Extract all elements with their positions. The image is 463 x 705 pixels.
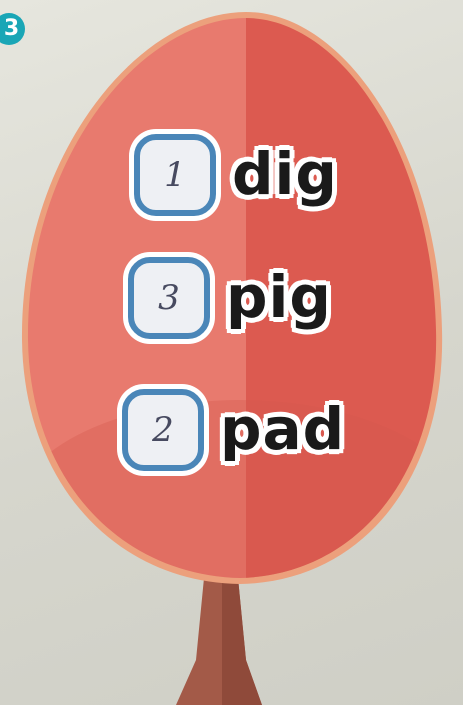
word-row-pad bbox=[122, 389, 362, 479]
word-label: dig bbox=[232, 140, 338, 208]
step-number-badge: 3 bbox=[0, 13, 25, 45]
answer-box[interactable] bbox=[134, 134, 216, 216]
handwritten-number: 1 bbox=[164, 155, 186, 195]
handwritten-number: 3 bbox=[158, 278, 180, 318]
word-row-dig bbox=[134, 134, 364, 224]
word-label: pad bbox=[220, 395, 346, 463]
handwritten-number: 2 bbox=[152, 410, 174, 450]
answer-box[interactable] bbox=[128, 257, 210, 339]
answer-box[interactable] bbox=[122, 389, 204, 471]
word-label: pig bbox=[226, 263, 332, 331]
word-row-pig bbox=[128, 257, 368, 347]
